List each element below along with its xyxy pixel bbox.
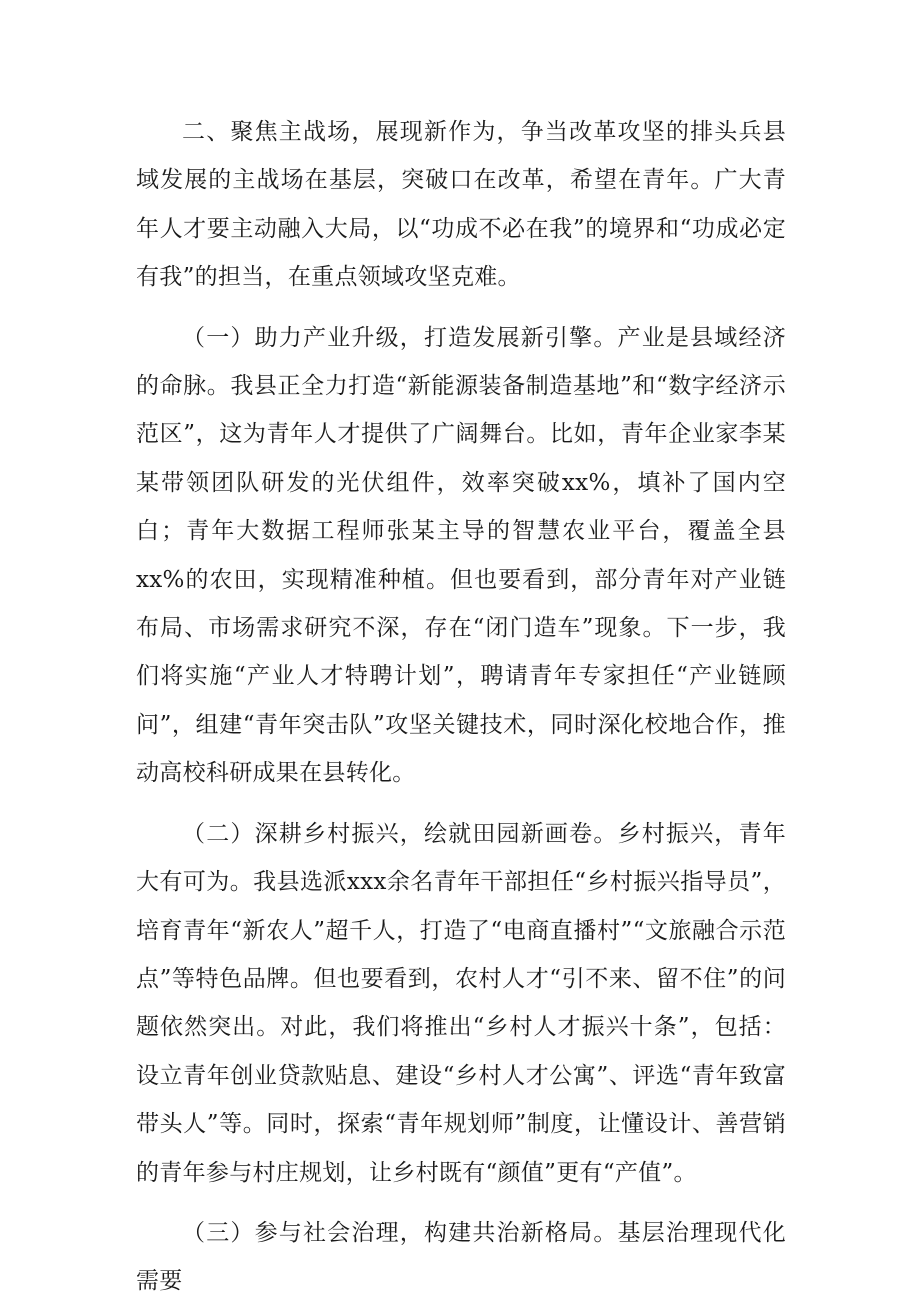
- paragraph-social-governance: （三）参与社会治理，构建共治新格局。基层治理现代化需要: [136, 1219, 786, 1295]
- document-body: [136, 108, 786, 1306]
- paragraph-section-two-intro: 二、聚焦主战场，展现新作为，争当改革攻坚的排头兵县域发展的主战场在基层，突破口在改革，希望在青年。广大青年人才要主动融入大局，以“功成不必在我”的境界和“功成必定有我”的担当，在重点领域攻坚克难。: [136, 119, 786, 291]
- paragraph-industry-upgrade: （一）助力产业升级，打造发展新引擎。产业是县域经济的命脉。我县正全力打造“新能源装备制造基地”和“数字经济示范区”，这为青年人才提供了广阔舞台。比如，青年企业家李某某带领团队研发的光伏组件，效率突破xx%，填补了国内空白；青年大数据工程师张某主导的智慧农业平台，覆盖全县xx%的农田，实现精准种植。但也要看到，部分青年对产业链布局、市场需求研究不深，存在“闭门造车”现象。下一步，我们将实施“产业人才特聘计划”，聘请青年专家担任“产业链顾问”，组建“青年突击队”攻坚关键技术，同时深化校地合作，推动高校科研成果在县转化。: [136, 324, 786, 787]
- paragraph-rural-revitalization: （二）深耕乡村振兴，绘就田园新画卷。乡村振兴，青年大有可为。我县选派xxx余名青年干部担任“乡村振兴指导员”，培育青年“新农人”超千人，打造了“电商直播村”“文旅融合示范点”等特色品牌。但也要看到，农村人才“引不来、留不住”的问题依然突出。对此，我们将推出“乡村人才振兴十条”，包括：设立青年创业贷款贴息、建设“乡村人才公寓”、评选“青年致富带头人”等。同时，探索“青年规划师”制度，让懂设计、善营销的青年参与村庄规划，让乡村既有“颜值”更有“产值”。: [136, 820, 786, 1186]
